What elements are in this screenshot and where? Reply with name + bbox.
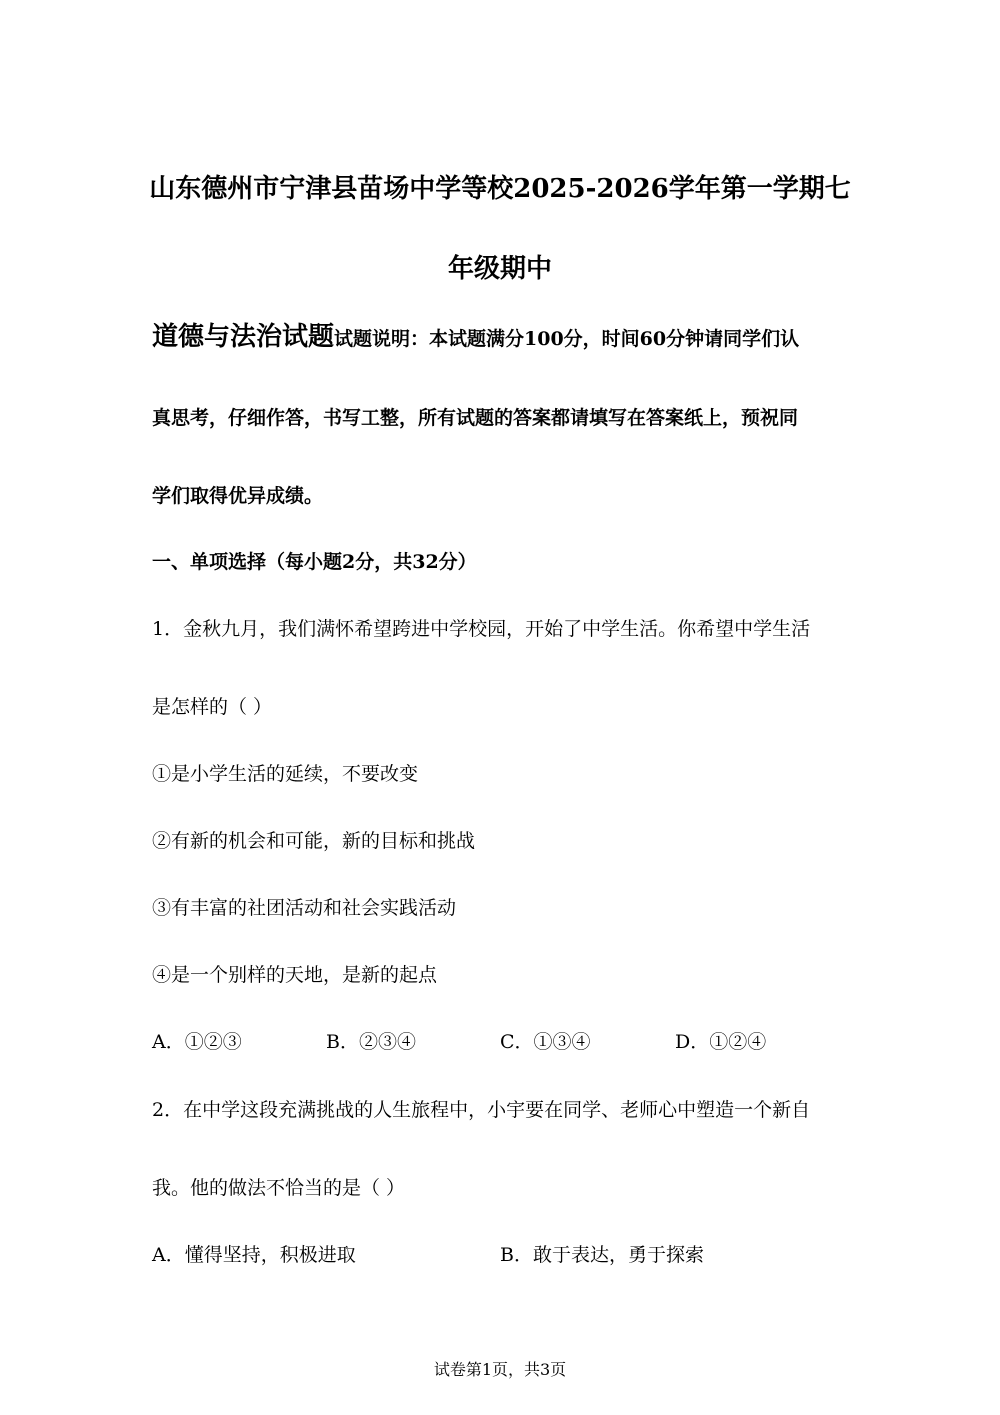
page-title-line1: 山东德州市宁津县苗场中学等校2025-2026学年第一学期七 <box>149 174 851 204</box>
instructions-line2: 真思考，仔细作答，书写工整，所有试题的答案都请填写在答案纸上，预祝同 <box>152 407 799 429</box>
question-1-option-b[interactable]: B．②③④ <box>326 1031 416 1053</box>
question-1-statement-1: ①是小学生活的延续，不要改变 <box>152 763 419 785</box>
question-2-stem-line1: 2．在中学这段充满挑战的人生旅程中，小宇要在同学、老师心中塑造一个新自 <box>152 1099 811 1121</box>
question-1-option-a[interactable]: A．①②③ <box>152 1031 242 1053</box>
question-1-statement-2: ②有新的机会和可能，新的目标和挑战 <box>152 830 476 852</box>
question-1-stem-line2: 是怎样的（ ） <box>152 696 273 718</box>
question-1-option-c[interactable]: C．①③④ <box>500 1031 591 1053</box>
question-1-statement-4: ④是一个别样的天地，是新的起点 <box>152 964 438 986</box>
question-2-option-b[interactable]: B．敢于表达，勇于探索 <box>500 1244 704 1266</box>
instructions-line1: 试题说明：本试题满分100分，时间60分钟请同学们认 <box>334 328 800 350</box>
question-1-statement-3: ③有丰富的社团活动和社会实践活动 <box>152 897 457 919</box>
question-2-option-a[interactable]: A．懂得坚持，积极进取 <box>152 1244 356 1266</box>
question-1-option-d[interactable]: D．①②④ <box>675 1031 767 1053</box>
subject-title: 道德与法治试题 <box>152 322 335 352</box>
section-heading: 一、单项选择（每小题2分，共32分） <box>152 551 477 573</box>
page-footer: 试卷第1页，共3页 <box>433 1360 567 1379</box>
question-1-stem-line1: 1．金秋九月，我们满怀希望跨进中学校园，开始了中学生活。你希望中学生活 <box>152 618 811 640</box>
subject-instructions-line <box>152 316 799 353</box>
page-title-line2: 年级期中 <box>447 254 552 284</box>
question-2-stem-line2: 我。他的做法不恰当的是（ ） <box>152 1177 406 1199</box>
instructions-line3: 学们取得优异成绩。 <box>152 485 324 507</box>
